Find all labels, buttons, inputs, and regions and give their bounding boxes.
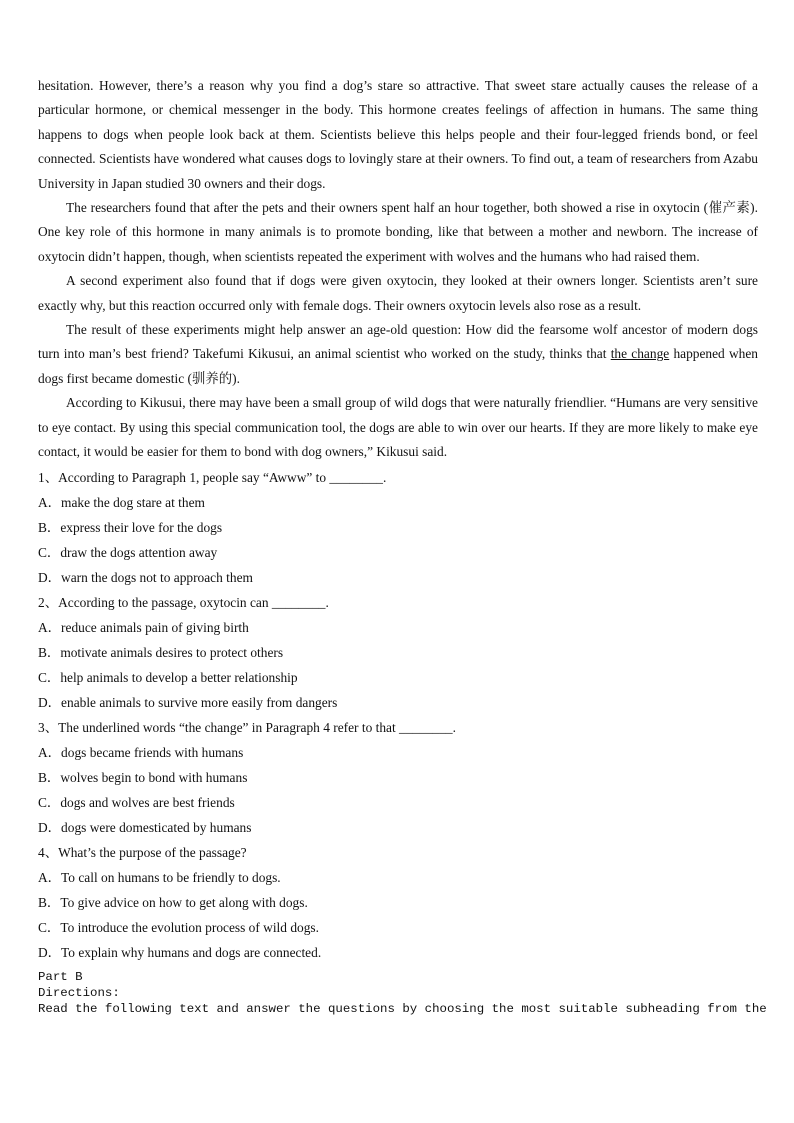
option-b: B．express their love for the dogs xyxy=(38,519,223,535)
directions-label: Directions: xyxy=(38,985,120,1000)
part-b-section xyxy=(38,969,767,1017)
underlined-the-change: the change xyxy=(610,346,670,362)
document-page xyxy=(38,74,767,1017)
question-stem: 4、What’s the purpose of the passage? xyxy=(38,844,247,860)
question-2 xyxy=(38,590,758,715)
passage-paragraph-5: According to Kikusui, there may have been a small group of wild dogs that were naturally friendlier. “Humans are very sensitive to eye contact. By using this special communication tool, the dogs are able to win over our hearts. If they are more likely to make eye contact, it would be easier for them to bond with dog owners,” Kikusui said. xyxy=(38,395,758,460)
option-d: D．warn the dogs not to approach them xyxy=(38,569,253,585)
option-a: A．reduce animals pain of giving birth xyxy=(38,619,249,635)
question-stem: 1、According to Paragraph 1, people say “Awww” to ________. xyxy=(38,469,387,485)
part-b-title: Part B xyxy=(38,969,83,984)
option-c: C．help animals to develop a better relationship xyxy=(38,669,298,685)
option-d: D．dogs were domesticated by humans xyxy=(38,819,252,835)
question-4 xyxy=(38,840,758,965)
question-stem: 2、According to the passage, oxytocin can ________. xyxy=(38,594,329,610)
paragraph-4-text-before: The result of these experiments might help answer an age-old question: How did the fearsome wolf ancestor of modern dogs turn into man’s best friend? Takefumi Kikusui, an animal scientist who worked on the study, thinks that xyxy=(38,322,758,362)
option-b: B．wolves begin to bond with humans xyxy=(38,769,248,785)
passage-paragraph-1: hesitation. However, there’s a reason why you find a dog’s stare so attractive. That sweet stare actually causes the release of a particular hormone, or chemical messenger in the body. This hormone creates feelings of affection in humans. The same thing happens to dogs when people look back at them. Scientists believe this helps people and their four-legged friends bond, or feel connected. Scientists have wondered what causes dogs to lovingly stare at their owners. To find out, a team of researchers from Azabu University in Japan studied 30 owners and their dogs. xyxy=(38,78,758,191)
option-a: A．make the dog stare at them xyxy=(38,494,205,510)
passage-paragraph-3: A second experiment also found that if dogs were given oxytocin, they looked at their owners longer. Scientists aren’t sure exactly why, but this reaction occurred only with female dogs. Their owners oxytocin levels also rose as a result. xyxy=(38,273,758,313)
option-b: B．motivate animals desires to protect others xyxy=(38,644,284,660)
passage-paragraph-2: The researchers found that after the pets and their owners spent half an hour together, both showed a rise in oxytocin (催产素). One key role of this hormone in many animals is to promote bonding, like that between a mother and newborn. The increase of oxytocin didn’t happen, though, when scientists repeated the experiment with wolves and the humans who had raised them. xyxy=(38,200,758,264)
option-d: D．To explain why humans and dogs are connected. xyxy=(38,944,322,960)
option-c: C．To introduce the evolution process of wild dogs. xyxy=(38,919,319,935)
question-1 xyxy=(38,465,758,590)
question-stem: 3、The underlined words “the change” in Paragraph 4 refer to that ________. xyxy=(38,719,456,735)
option-c: C．dogs and wolves are best friends xyxy=(38,794,235,810)
option-c: C．draw the dogs attention away xyxy=(38,544,218,560)
directions-text: Read the following text and answer the questions by choosing the most suitable subheading from the xyxy=(38,1001,767,1016)
option-d: D．enable animals to survive more easily from dangers xyxy=(38,694,338,710)
option-a: A．dogs became friends with humans xyxy=(38,744,244,760)
option-b: B．To give advice on how to get along with dogs. xyxy=(38,894,308,910)
passage-paragraph-4 xyxy=(38,318,758,391)
paragraph-4-text-after: happened when dogs first became domestic (驯养的). xyxy=(38,346,758,386)
option-a: A．To call on humans to be friendly to dogs. xyxy=(38,869,281,885)
question-3 xyxy=(38,715,758,840)
